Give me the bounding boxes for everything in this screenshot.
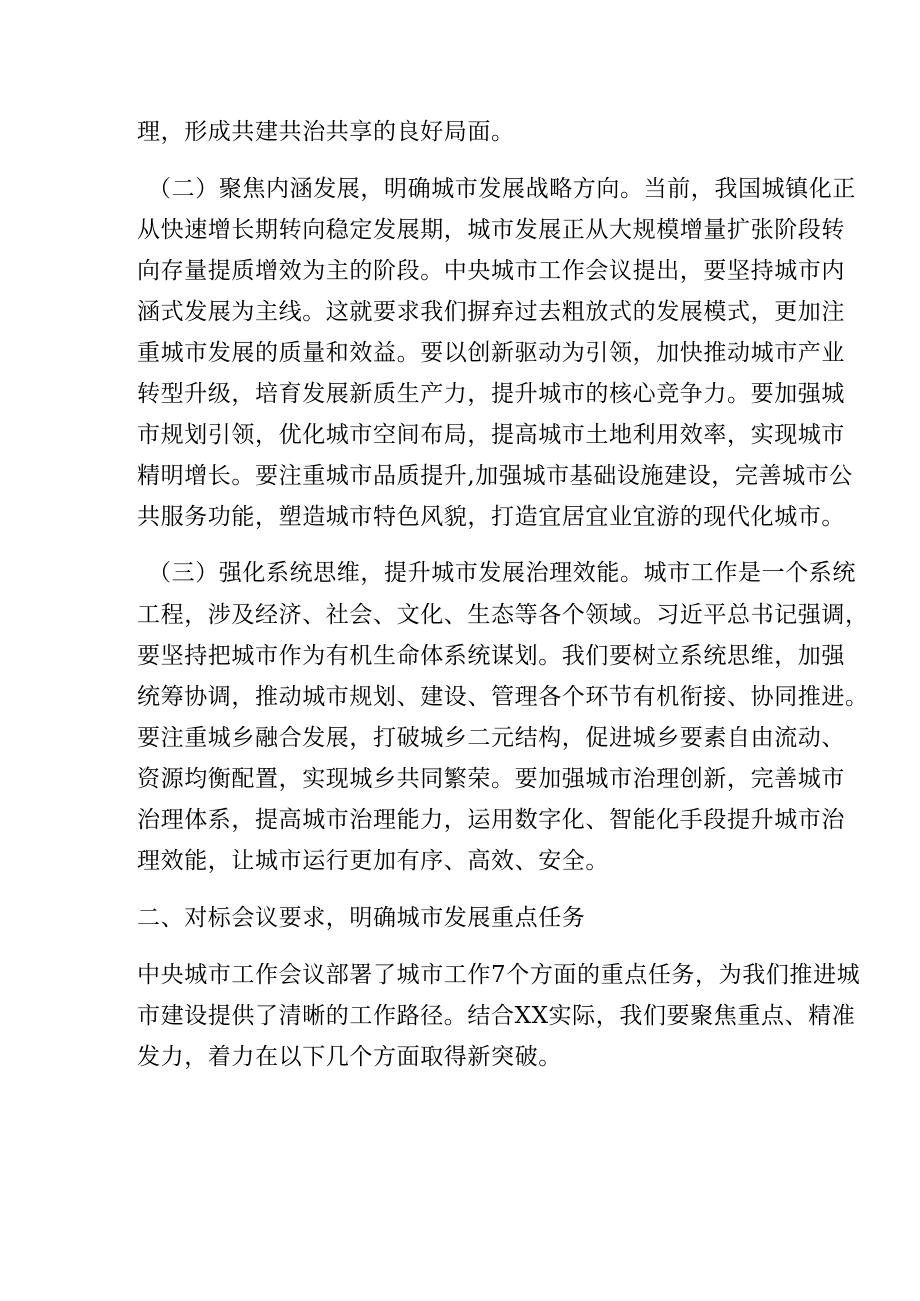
text-line: 理效能，让城市运行更加有序、高效、安全。 — [137, 848, 609, 874]
text-line: 工程，涉及经济、社会、文化、生态等各个领域。习近平总书记强调， — [137, 602, 869, 628]
text-line: 市规划引领，优化城市空间布局，提高城市土地利用效率，实现城市 — [137, 422, 845, 448]
text-line: 市建设提供了清晰的工作路径。结合XX实际，我们要聚焦重点、精准 — [137, 1003, 856, 1029]
text-line: 涵式发展为主线。这就要求我们摒弃过去粗放式的发展模式，更加注 — [137, 299, 845, 325]
text-line: 要注重城乡融合发展，打破城乡二元结构，促进城乡要素自由流动、 — [137, 725, 845, 751]
text-line: 共服务功能，塑造城市特色风貌，打造宜居宜业宜游的现代化城市。 — [137, 504, 845, 530]
section-heading-line: （三）强化系统思维，提升城市发展治理效能。城市工作是一个系统 — [148, 560, 856, 586]
text-line: 资源均衡配置，实现城乡共同繁荣。要加强城市治理创新，完善城市 — [137, 766, 845, 792]
text-line: 统筹协调，推动城市规划、建设、管理各个环节有机衔接、协同推进。 — [137, 684, 869, 710]
section-heading-line: （二）聚焦内涵发展，明确城市发展战略方向。当前，我国城镇化正 — [148, 176, 856, 202]
text-line: 重城市发展的质量和效益。要以创新驱动为引领，加快推动城市产业 — [137, 340, 845, 366]
text-line: 理，形成共建共治共享的良好局面。 — [137, 119, 515, 145]
text-line: 发力，着力在以下几个方面取得新突破。 — [137, 1044, 562, 1070]
text-line: 中央城市工作会议部署了城市工作7个方面的重点任务，为我们推进城 — [137, 962, 861, 988]
text-line: 精明增长。要注重城市品质提升,加强城市基础设施建设，完善城市公 — [137, 463, 853, 489]
text-line: 要坚持把城市作为有机生命体系统谋划。我们要树立系统思维，加强 — [137, 643, 845, 669]
text-line: 治理体系，提高城市治理能力，运用数字化、智能化手段提升城市治 — [137, 807, 845, 833]
text-line: 从快速增长期转向稳定发展期，城市发展正从大规模增量扩张阶段转 — [137, 217, 845, 243]
chapter-heading: 二、对标会议要求，明确城市发展重点任务 — [137, 905, 586, 931]
text-line: 向存量提质增效为主的阶段。中央城市工作会议提出，要坚持城市内 — [137, 258, 845, 284]
text-line: 转型升级，培育发展新质生产力，提升城市的核心竞争力。要加强城 — [137, 381, 845, 407]
